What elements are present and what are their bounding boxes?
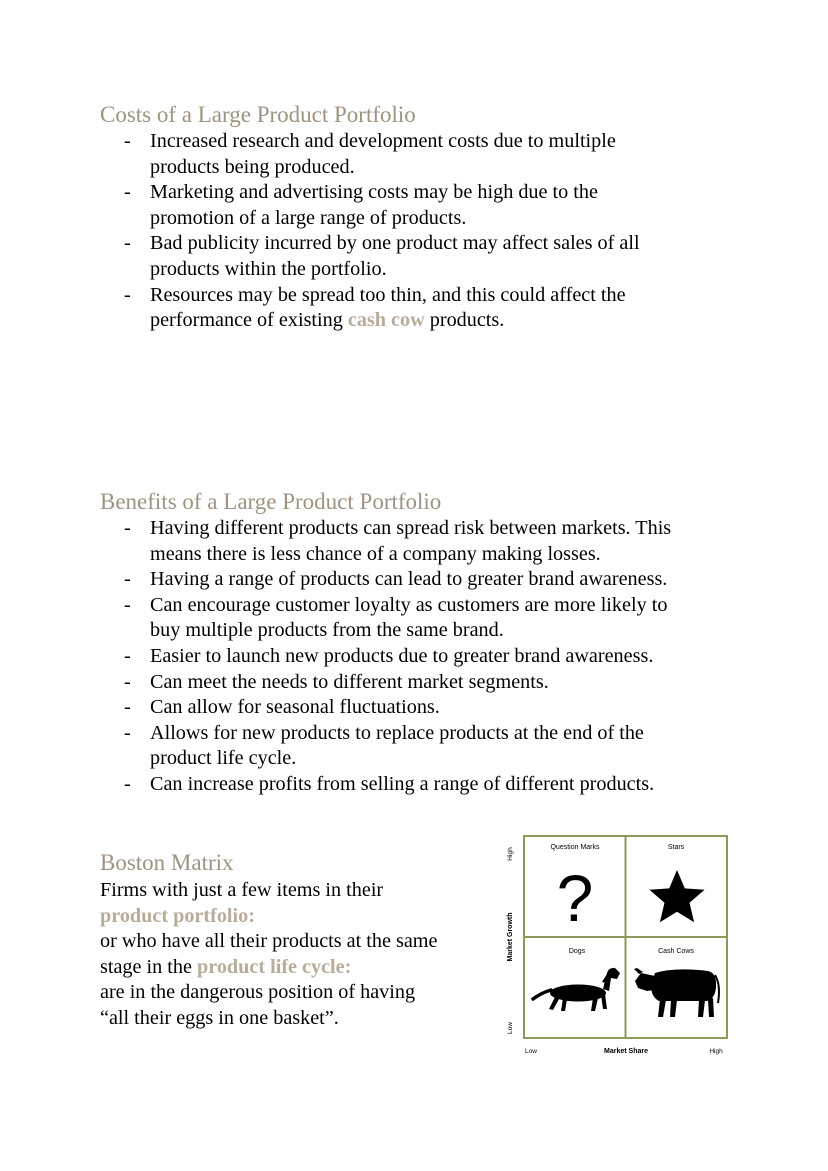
boston-line: “all their eggs in one basket”.: [100, 1006, 339, 1029]
boston-matrix-diagram: [503, 833, 743, 1063]
list-item: - Can encourage customer loyalty as customers are more likely to buy multiple products from the same brand.: [124, 593, 668, 642]
list-item-line: buy multiple products from the same brand.: [150, 619, 504, 642]
product-life-cycle-term: product life cycle:: [197, 955, 352, 978]
y-axis-high-label: High: [507, 847, 514, 861]
star-icon: [649, 870, 704, 922]
benefits-list: [122, 516, 742, 798]
list-item-line: Can encourage customer loyalty as customers are more likely to: [150, 593, 668, 616]
list-item-line: Allows for new products to replace products at the end of the: [150, 721, 644, 744]
list-item: - Easier to launch new products due to greater brand awareness.: [124, 644, 654, 667]
list-item-line: Can meet the needs to different market segments.: [150, 670, 549, 693]
list-item-line: promotion of a large range of products.: [150, 206, 467, 229]
boston-line: are in the dangerous position of having: [100, 981, 416, 1004]
list-item-line: product life cycle.: [150, 747, 297, 770]
quadrant-label-dogs: Dogs: [568, 948, 586, 955]
list-item: - Marketing and advertising costs may be high due to the promotion of a large range of products.: [124, 181, 598, 229]
boston-line: [100, 955, 490, 981]
list-item: - Can meet the needs to different market segments.: [124, 670, 549, 693]
list-item-line: Having different products can spread risk between markets. This: [150, 517, 672, 539]
cash-cow-term: cash cow: [347, 309, 425, 332]
list-item-line: Easier to launch new products due to greater brand awareness.: [150, 644, 654, 667]
costs-list: [122, 129, 682, 334]
list-item-line: Having a range of products can lead to greater brand awareness.: [150, 568, 668, 591]
dog-icon: [533, 968, 620, 1011]
y-axis-low-label: Low: [507, 1022, 514, 1034]
list-item: - Increased research and development costs due to multiple products being produced.: [124, 130, 616, 178]
list-item-line: products being produced.: [150, 155, 355, 178]
boston-line-text: stage in the: [100, 955, 197, 978]
list-item-line: means there is less chance of a company making losses.: [150, 542, 601, 565]
benefits-heading: Benefits of a Large Product Portfolio: [100, 489, 442, 514]
list-item: - Having a range of products can lead to greater brand awareness.: [124, 568, 668, 591]
question-mark-icon: ?: [556, 861, 594, 935]
costs-heading: Costs of a Large Product Portfolio: [100, 102, 416, 127]
y-axis-label: Market Growth: [507, 912, 514, 962]
list-item-line: Increased research and development costs due to multiple: [150, 130, 616, 152]
list-item-line: Marketing and advertising costs may be high due to the: [150, 181, 598, 204]
cow-icon: [634, 968, 719, 1017]
list-item: - Having different products can spread risk between markets. This means there is less chance of a company making losses.: [124, 517, 672, 565]
x-axis-low-label: Low: [525, 1048, 537, 1055]
list-item: - Bad publicity incurred by one product may affect sales of all products within the portfolio.: [124, 232, 640, 280]
list-item: - Can increase profits from selling a range of different products.: [124, 772, 655, 795]
quadrant-label-question-marks: Question Marks: [550, 844, 600, 851]
quadrant-label-cash-cows: Cash Cows: [658, 948, 694, 955]
boston-paragraph: [100, 878, 490, 1032]
list-item: - Resources may be spread too thin, and this could affect the performance of existing cash cow products.: [124, 283, 626, 332]
quadrant-label-stars: Stars: [667, 844, 685, 851]
list-item: - Allows for new products to replace products at the end of the product life cycle.: [124, 721, 644, 770]
boston-line: Firms with just a few items in their: [100, 879, 384, 901]
list-item-line: products within the portfolio.: [150, 257, 387, 280]
list-item-line: products.: [424, 309, 505, 332]
list-item-line: Bad publicity incurred by one product may affect sales of all: [150, 232, 640, 255]
list-item-line: Can increase profits from selling a range of different products.: [150, 772, 655, 795]
x-axis-high-label: High: [709, 1048, 723, 1055]
list-item-line: Resources may be spread too thin, and this could affect the: [150, 283, 626, 306]
product-portfolio-term: product portfolio:: [100, 904, 255, 927]
boston-line: or who have all their products at the same: [100, 930, 438, 953]
list-item-line: Can allow for seasonal fluctuations.: [150, 696, 440, 719]
list-item-line: performance of existing: [150, 309, 348, 332]
list-item: - Can allow for seasonal fluctuations.: [124, 696, 440, 719]
x-axis-label: Market Share: [604, 1048, 648, 1055]
boston-heading: Boston Matrix: [100, 850, 234, 875]
